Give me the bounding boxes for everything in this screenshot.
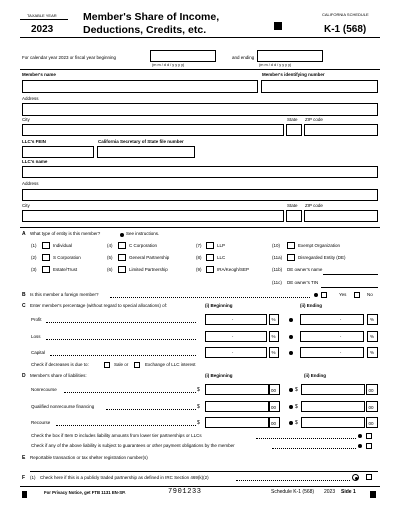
section-d-letter: D — [22, 373, 26, 379]
dollar-sign: $ — [197, 420, 200, 426]
llc-sos-label: California Secretary of State file number — [98, 139, 184, 144]
nonrecourse-beginning-input[interactable] — [205, 384, 269, 395]
decimal-point: . — [232, 316, 234, 322]
decrease-sale-label: Sale or — [114, 362, 129, 367]
taxable-year-label: TAXABLE YEAR — [27, 13, 57, 18]
de-owner-tin-label: DE owner's TIN — [287, 280, 319, 285]
header-rule — [20, 37, 380, 38]
entity-num: (1) — [31, 243, 37, 248]
section-f-letter: F — [22, 475, 26, 481]
ptp-checkbox[interactable] — [366, 474, 372, 480]
form-title-line1: Member's Share of Income, — [83, 11, 220, 23]
bullet-icon — [314, 293, 318, 297]
decimal-point: . — [340, 316, 342, 322]
registration-mark — [370, 491, 376, 498]
guarantee-checkbox[interactable] — [366, 443, 372, 449]
entity-num: (11c) — [272, 280, 282, 285]
decrease-sale-checkbox[interactable] — [104, 362, 110, 368]
foreign-member-no-checkbox[interactable] — [354, 292, 360, 298]
member-state-input[interactable] — [286, 124, 302, 136]
period-label: For calendar year 2023 or fiscal year beginning — [22, 55, 117, 60]
member-city-label: City — [22, 117, 30, 122]
loss-beginning-input[interactable] — [205, 331, 267, 342]
decrease-reason-label: Check if decreases is due to: — [31, 362, 89, 367]
entity-checkbox-disregarded-entity[interactable] — [287, 254, 295, 261]
llc-city-input[interactable] — [22, 210, 284, 222]
bullet-icon — [289, 421, 293, 425]
entity-checkbox-llp[interactable] — [206, 242, 214, 249]
member-name-input[interactable] — [22, 80, 258, 93]
decrease-exchange-checkbox[interactable] — [134, 362, 140, 368]
fiscal-end-hint: (m m / d d / y y y y) — [259, 62, 292, 67]
fiscal-begin-hint: (m m / d d / y y y y) — [152, 62, 185, 67]
decimal-point: . — [340, 333, 342, 339]
foreign-member-yes-checkbox[interactable] — [321, 292, 327, 298]
entity-checkbox-general-partnership[interactable] — [118, 254, 126, 261]
llc-address-label: Address — [22, 181, 39, 186]
entity-label: Disregarded Entity (DE) — [298, 255, 346, 260]
llc-sos-input[interactable] — [97, 146, 195, 158]
section-c-letter: C — [22, 303, 26, 309]
form-code: 7901233 — [168, 488, 202, 496]
period-ending-label: and ending — [232, 55, 255, 60]
dollar-sign: $ — [295, 404, 298, 410]
entity-num: (3) — [31, 267, 37, 272]
llc-address-input[interactable] — [22, 189, 378, 201]
percent-sign: % — [271, 317, 276, 322]
footer-side: Side 1 — [341, 489, 356, 495]
fiscal-end-input[interactable] — [257, 50, 323, 62]
schedule-label: CALIFORNIA SCHEDULE — [322, 12, 369, 17]
cents-zero: 00 — [271, 405, 277, 410]
percent-sign: % — [370, 350, 375, 355]
capital-beginning-input[interactable] — [205, 347, 267, 358]
entity-num: (2) — [31, 255, 37, 260]
llc-zip-label: ZIP code — [305, 203, 323, 208]
guarantee-check-label: Check if any of the above liability is subject to guarantees or other payment obligations by the member — [31, 443, 235, 448]
recourse-ending-input[interactable] — [301, 417, 365, 428]
entity-num: (11b) — [272, 267, 283, 272]
foreign-member-no-label: No — [367, 292, 373, 297]
member-id-label: Member's identifying number — [262, 72, 325, 77]
section-e-letter: E — [22, 455, 26, 461]
entity-label: Limited Partnership — [129, 267, 168, 272]
bullet-icon — [289, 351, 293, 355]
cents-zero: 00 — [271, 388, 277, 393]
entity-checkbox-estate-trust[interactable] — [42, 266, 50, 273]
privacy-notice: For Privacy Notice, get FTB 1131 EN-SP. — [44, 490, 126, 495]
entity-checkbox-limited-partnership[interactable] — [118, 266, 126, 273]
section-c-col-ending: (ii) Ending — [300, 303, 322, 308]
llc-name-label: LLC's name — [22, 159, 48, 164]
entity-label: IRA/Keogh/SEP — [217, 267, 250, 272]
bullet-icon — [289, 388, 293, 392]
decimal-point: . — [232, 349, 234, 355]
decrease-exchange-label: Exchange of LLC interest — [145, 362, 196, 367]
entity-num: (10) — [272, 243, 281, 248]
entity-num: (9) — [196, 267, 202, 272]
cents-zero: 00 — [271, 421, 277, 426]
section-c-question: Enter member's percentage (without regard to special allocations) of: — [30, 303, 168, 308]
schedule-id: K-1 (568) — [324, 24, 367, 35]
target-bullet-icon — [352, 474, 359, 481]
bullet-icon — [358, 444, 362, 448]
percentage-row-label: Capital — [31, 350, 46, 355]
loss-ending-input[interactable] — [300, 331, 364, 342]
decimal-point: . — [232, 333, 234, 339]
llc-zip-input[interactable] — [304, 210, 378, 222]
entity-num: (11a) — [272, 255, 283, 260]
cents-zero: 00 — [368, 421, 374, 426]
section-f-text: Check here if this is a publicly traded partnership as defined in IRC Section 469(k)(2) — [40, 475, 209, 480]
fiscal-begin-input[interactable] — [150, 50, 216, 62]
entity-checkbox-exempt-org[interactable] — [287, 242, 295, 249]
entity-num: (4) — [107, 243, 113, 248]
section-a-instruction: See instructions. — [126, 231, 160, 236]
entity-label: LLP — [217, 243, 226, 248]
llc-fein-input[interactable] — [22, 146, 94, 158]
footer-year: 2023 — [324, 489, 336, 495]
tax-year: 2023 — [31, 24, 54, 35]
decimal-point: . — [340, 349, 342, 355]
nonrecourse-ending-input[interactable] — [301, 384, 365, 395]
profit-beginning-input[interactable] — [205, 314, 267, 325]
tax-shelter-number-input[interactable] — [30, 471, 378, 472]
entity-checkbox-ira-keogh-sep[interactable] — [206, 266, 214, 273]
qualified-nonrecourse-ending-input[interactable] — [301, 401, 365, 412]
section-a-question: What type of entity is this member? — [30, 231, 101, 236]
capital-ending-input[interactable] — [300, 347, 364, 358]
de-owner-name-label: DE owner's name — [287, 267, 323, 272]
llc-fein-label: LLC's FEIN — [22, 139, 46, 144]
dollar-sign: $ — [197, 387, 200, 393]
registration-mark — [274, 22, 282, 30]
entity-num: (7) — [196, 243, 202, 248]
section-c-col-beginning: (i) Beginning — [205, 303, 233, 308]
liability-row-label: Qualified nonrecourse financing — [31, 404, 95, 409]
percentage-row-label: Loss — [31, 334, 41, 339]
llc-state-input[interactable] — [286, 210, 302, 222]
de-owner-name-input[interactable] — [323, 274, 378, 275]
lower-tier-checkbox[interactable] — [366, 433, 372, 439]
percent-sign: % — [370, 317, 375, 322]
member-id-input[interactable] — [261, 80, 378, 93]
liability-row-label: Recourse — [31, 420, 51, 425]
entity-label: Individual — [53, 243, 73, 248]
section-b-question: Is this member a foreign member? — [30, 292, 99, 297]
percent-sign: % — [271, 334, 276, 339]
llc-name-input[interactable] — [22, 166, 378, 178]
liability-row-label: Nonrecourse — [31, 387, 57, 392]
section-d-col-beginning: (i) Beginning — [205, 373, 233, 378]
member-city-input[interactable] — [22, 124, 284, 136]
section-d-question: Member's share of liabilities: — [30, 373, 87, 378]
bullet-icon — [289, 318, 293, 322]
qualified-nonrecourse-beginning-input[interactable] — [205, 401, 269, 412]
section-d-col-ending: (ii) Ending — [304, 373, 326, 378]
llc-city-label: City — [22, 203, 30, 208]
member-name-label: Member's name — [22, 72, 56, 77]
member-zip-label: ZIP code — [305, 117, 323, 122]
entity-label: S Corporation — [53, 255, 81, 260]
cents-zero: 00 — [368, 405, 374, 410]
entity-checkbox-individual[interactable] — [42, 242, 50, 249]
entity-num: (8) — [196, 255, 202, 260]
bullet-icon — [289, 335, 293, 339]
entity-checkbox-llc[interactable] — [206, 254, 214, 261]
footer-schedule: Schedule K-1 (568) — [271, 489, 315, 495]
section-a-letter: A — [22, 231, 26, 237]
de-owner-tin-input[interactable] — [321, 287, 378, 288]
registration-mark — [22, 491, 27, 498]
entity-label: Exempt Organization — [298, 243, 341, 248]
member-zip-input[interactable] — [304, 124, 378, 136]
entity-label: General Partnership — [129, 255, 170, 260]
member-state-label: State — [287, 117, 298, 122]
llc-state-label: State — [287, 203, 298, 208]
entity-num: (5) — [107, 255, 113, 260]
bullet-icon — [358, 434, 362, 438]
section-b-letter: B — [22, 292, 26, 298]
bullet-icon — [289, 405, 293, 409]
form-title-line2: Deductions, Credits, etc. — [83, 24, 207, 36]
profit-ending-input[interactable] — [300, 314, 364, 325]
entity-label: LLC — [217, 255, 226, 260]
dollar-sign: $ — [295, 387, 298, 393]
entity-checkbox-c-corp[interactable] — [118, 242, 126, 249]
member-address-input[interactable] — [22, 103, 378, 116]
percent-sign: % — [271, 350, 276, 355]
percentage-row-label: Profit — [31, 317, 42, 322]
lower-tier-check-label: Check the box if Item D includes liability amounts from lower tier partnerships or LLCs — [31, 433, 202, 438]
member-address-label: Address — [22, 96, 39, 101]
percent-sign: % — [370, 334, 375, 339]
dollar-sign: $ — [197, 404, 200, 410]
foreign-member-yes-label: Yes — [339, 292, 347, 297]
recourse-beginning-input[interactable] — [205, 417, 269, 428]
entity-num: (6) — [107, 267, 113, 272]
dollar-sign: $ — [295, 420, 298, 426]
cents-zero: 00 — [368, 388, 374, 393]
entity-checkbox-s-corp[interactable] — [42, 254, 50, 261]
section-e-text: Reportable transaction or tax shelter registration number(s) — [30, 455, 148, 460]
bullet-icon — [120, 233, 124, 237]
entity-label: C Corporation — [129, 243, 158, 248]
section-f-num: (1) — [30, 475, 36, 480]
entity-label: Estate/Trust — [53, 267, 78, 272]
